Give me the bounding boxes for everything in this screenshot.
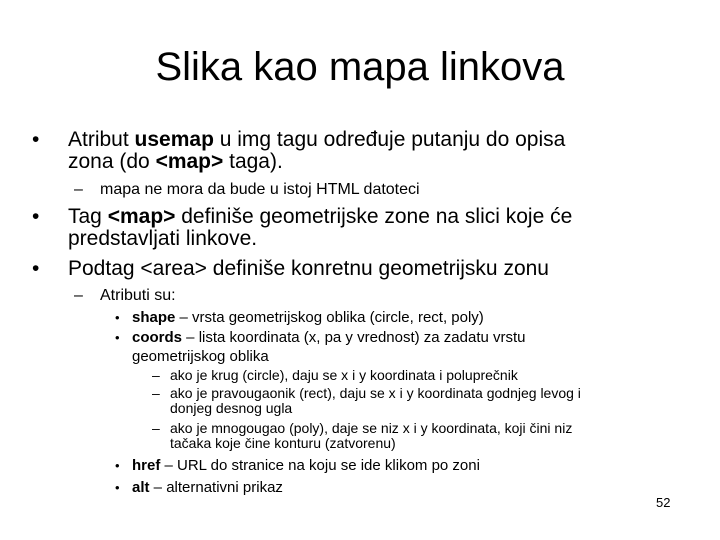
text: predstavljati linkove. xyxy=(68,227,258,250)
attr-coords xyxy=(115,328,526,366)
bullet-line: ako je mnogougao (poly), daje se niz x i y koordinata, koji čini niz xyxy=(170,420,573,436)
bullet-marker: • xyxy=(115,310,120,325)
text: Atribut xyxy=(68,128,135,151)
text: geometrijskog oblika xyxy=(132,348,269,365)
page-number: 52 xyxy=(656,495,671,510)
text: taga). xyxy=(223,150,283,173)
dash-marker: – xyxy=(152,367,160,383)
bullet-area-tag xyxy=(32,257,549,280)
sub-bullet-attributes xyxy=(74,286,176,305)
text: ako je krug (circle), daju se x i y koordinata i poluprečnik xyxy=(170,367,518,383)
bullet-map-tag xyxy=(32,205,573,250)
bullet-line xyxy=(68,228,572,250)
text: – URL do stranice na koju se ide klikom po zoni xyxy=(160,457,480,474)
bullet-line xyxy=(68,129,565,151)
text: mapa ne mora da bude u istoj HTML datoteci xyxy=(100,181,420,198)
attr-shape xyxy=(115,308,484,327)
text: – alternativni prikaz xyxy=(149,479,283,496)
bullet-line: ako je pravougaonik (rect), daju se x i y koordinata godnjeg levog i xyxy=(170,385,581,401)
sub-bullet-map-file xyxy=(74,180,420,199)
bullet-usemap xyxy=(32,128,566,173)
attr-alt xyxy=(115,478,283,497)
bullet-line: tačaka koje čine konturu (zatvorenu) xyxy=(170,435,396,451)
dash-marker: – xyxy=(74,181,83,198)
keyword-alt: alt xyxy=(132,479,150,496)
dash-marker: – xyxy=(152,385,160,401)
keyword-shape: shape xyxy=(132,309,176,326)
keyword-map: <map> xyxy=(155,150,224,173)
text: Podtag <area> definiše konretnu geometrijsku zonu xyxy=(68,257,549,280)
keyword-map: <map> xyxy=(107,205,176,228)
bullet-line xyxy=(132,328,526,347)
coords-poly xyxy=(152,420,573,451)
keyword-href: href xyxy=(132,457,161,474)
keyword-usemap: usemap xyxy=(134,128,214,151)
dash-marker: – xyxy=(74,287,83,304)
bullet-line xyxy=(132,347,526,366)
coords-circle xyxy=(152,367,518,383)
dash-marker: – xyxy=(152,420,160,436)
slide-title: Slika kao mapa linkova xyxy=(155,45,565,89)
text: u img tagu određuje putanju do opisa xyxy=(213,128,566,151)
text: – lista koordinata (x, pa y vrednost) za zadatu vrstu xyxy=(182,329,526,346)
bullet-line xyxy=(68,151,565,173)
bullet-line xyxy=(68,206,572,228)
text: definiše geometrijske zone na slici koje će xyxy=(175,205,573,228)
text: – vrsta geometrijskog oblika (circle, rect, poly) xyxy=(175,309,484,326)
bullet-marker: • xyxy=(115,330,120,345)
text: Atributi su: xyxy=(100,287,176,304)
bullet-marker: • xyxy=(115,458,120,473)
bullet-marker: • xyxy=(115,480,120,495)
bullet-marker: • xyxy=(32,205,40,228)
bullet-marker: • xyxy=(32,257,40,280)
keyword-coords: coords xyxy=(132,329,183,346)
coords-rect xyxy=(152,385,581,416)
text: Tag xyxy=(68,205,108,228)
bullet-marker: • xyxy=(32,128,40,151)
bullet-line: donjeg desnog ugla xyxy=(170,400,293,416)
attr-href xyxy=(115,456,480,475)
text: zona (do xyxy=(68,150,156,173)
